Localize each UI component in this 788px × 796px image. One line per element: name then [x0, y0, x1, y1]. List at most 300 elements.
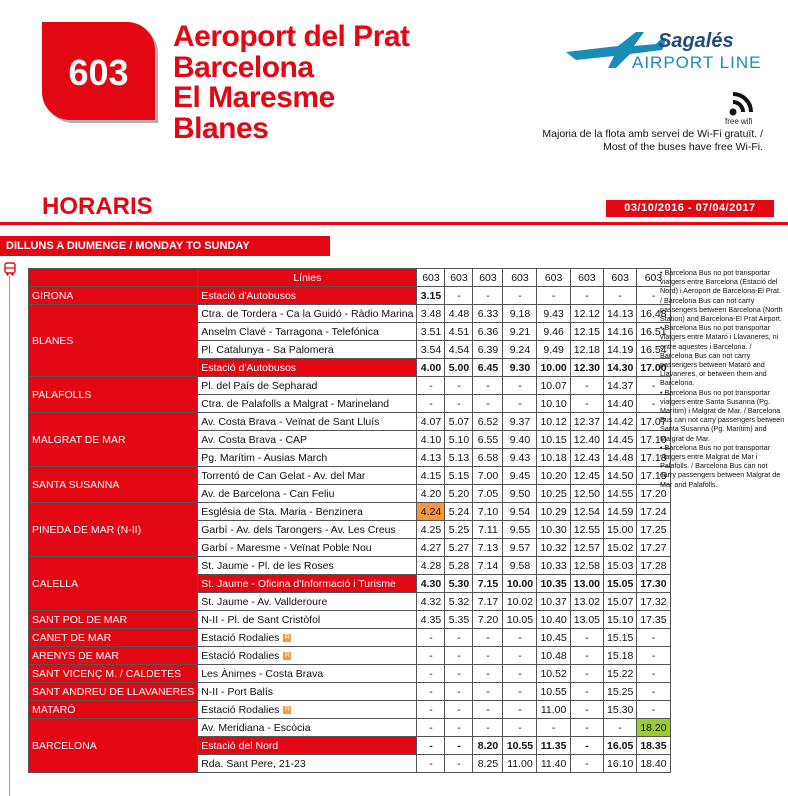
departure-time: 12.58	[570, 557, 603, 575]
stop-name	[198, 341, 417, 359]
departure-time: 17.25	[637, 521, 670, 539]
stop-label: St. Jaume - Oficina d'Informació i Turisme	[201, 577, 396, 590]
departure-time: 8.20	[473, 737, 503, 755]
stop-label: Torrentó de Can Gelat - Av. del Mar	[201, 469, 366, 482]
stop-label: St. Jaume - Pl. de les Roses	[201, 559, 334, 572]
departure-time: 10.20	[537, 467, 570, 485]
departure-time: 3.51	[417, 323, 445, 341]
departure-time: -	[417, 719, 445, 737]
departure-time: 6.55	[473, 431, 503, 449]
departure-time: 3.15	[417, 287, 445, 305]
departure-time: 9.24	[503, 341, 537, 359]
stop-label: N-II - Port Balís	[201, 685, 273, 698]
departure-time: -	[637, 665, 670, 683]
departure-time: -	[570, 755, 603, 773]
departure-time: 18.35	[637, 737, 670, 755]
departure-time: 4.30	[417, 575, 445, 593]
line-number-header: 603	[637, 269, 670, 287]
departure-time: -	[445, 647, 473, 665]
departure-time: 12.18	[570, 341, 603, 359]
departure-time: 9.40	[503, 431, 537, 449]
departure-time: 15.10	[604, 611, 637, 629]
departure-time: 17.20	[637, 485, 670, 503]
departure-time: 4.20	[417, 485, 445, 503]
table-row	[29, 305, 671, 323]
departure-time: 4.10	[417, 431, 445, 449]
stop-label: Estació Rodalies	[201, 631, 280, 644]
departure-time: 4.15	[417, 467, 445, 485]
table-row	[29, 647, 671, 665]
town-name: MALGRAT DE MAR	[29, 413, 198, 467]
departure-time: 14.50	[604, 467, 637, 485]
departure-time: 4.24	[417, 503, 445, 521]
stop-name	[198, 737, 417, 755]
stop-name	[198, 449, 417, 467]
departure-time: 14.37	[604, 377, 637, 395]
departure-time: -	[637, 377, 670, 395]
notes-panel	[660, 268, 785, 489]
stop-name	[198, 503, 417, 521]
line-number-header: 603	[445, 269, 473, 287]
departure-time: 15.07	[604, 593, 637, 611]
departure-time: 16.10	[604, 755, 637, 773]
line-number-header: 603	[537, 269, 570, 287]
departure-time: 10.29	[537, 503, 570, 521]
departure-time: 15.18	[604, 647, 637, 665]
departure-time: -	[417, 701, 445, 719]
departure-time: -	[417, 377, 445, 395]
departure-time: 15.00	[604, 521, 637, 539]
departure-time: 12.57	[570, 539, 603, 557]
departure-time: 10.00	[537, 359, 570, 377]
departure-time: 10.18	[537, 449, 570, 467]
departure-time: -	[473, 701, 503, 719]
departure-time: 16.51	[637, 323, 670, 341]
days-bar: DILLUNS A DIUMENGE / MONDAY TO SUNDAY	[0, 236, 330, 256]
departure-time: 14.59	[604, 503, 637, 521]
departure-time: 17.24	[637, 503, 670, 521]
departure-time: 7.13	[473, 539, 503, 557]
departure-time: 14.48	[604, 449, 637, 467]
departure-time: 5.35	[445, 611, 473, 629]
stop-name	[198, 467, 417, 485]
departure-time: 9.50	[503, 485, 537, 503]
departure-time: -	[473, 395, 503, 413]
departure-time: -	[503, 647, 537, 665]
departure-time: 17.32	[637, 593, 670, 611]
table-row	[29, 683, 671, 701]
departure-time: 4.07	[417, 413, 445, 431]
departure-time: 14.55	[604, 485, 637, 503]
departure-time: -	[637, 287, 670, 305]
departure-time: -	[417, 737, 445, 755]
departure-time: 5.27	[445, 539, 473, 557]
departure-time: 7.14	[473, 557, 503, 575]
table-row	[29, 557, 671, 575]
departure-time: 4.35	[417, 611, 445, 629]
stop-label: Av. Meridiana - Escòcia	[201, 721, 311, 734]
town-name: PALAFOLLS	[29, 377, 198, 413]
section-title: HORARIS	[42, 193, 153, 220]
line-number-header: 603	[473, 269, 503, 287]
town-name: ARENYS DE MAR	[29, 647, 198, 665]
stop-label: Estació Rodalies	[201, 649, 280, 662]
departure-time: -	[503, 629, 537, 647]
departure-time: 17.15	[637, 467, 670, 485]
departure-time: 7.00	[473, 467, 503, 485]
departure-time: 5.10	[445, 431, 473, 449]
stop-name	[198, 575, 417, 593]
divider	[0, 222, 788, 225]
departure-time: -	[417, 755, 445, 773]
departure-time: 12.12	[570, 305, 603, 323]
stop-label: Rda. Sant Pere, 21-23	[201, 757, 306, 770]
line-number-header: 603	[417, 269, 445, 287]
stop-label: Av. de Barcelona - Can Feliu	[201, 487, 335, 500]
stop-label: Garbí - Maresme - Veïnat Poble Nou	[201, 541, 372, 554]
departure-time: 10.25	[537, 485, 570, 503]
stop-label: St. Jaume - Av. Vallderoure	[201, 595, 328, 608]
wifi-note-ca: Majoria de la flota amb servei de Wi-Fi gratuït. /	[542, 128, 763, 140]
departure-time: -	[637, 647, 670, 665]
note-item: • Barcelona Bus no pot transportar viatgers entre Barcelona (Estació del Nord) i Aeroport de Barcelona-El Prat. / Barcelona Bus can not carry passengers between Barcelona (North Station) and Barcelona-El Prat Airport.	[660, 268, 783, 324]
departure-time: 10.07	[537, 377, 570, 395]
departure-time: 10.55	[503, 737, 537, 755]
departure-time: -	[473, 287, 503, 305]
stop-label: Estació del Nord	[201, 739, 279, 752]
departure-time: 10.37	[537, 593, 570, 611]
destination: Barcelona	[173, 50, 314, 84]
departure-time: -	[503, 377, 537, 395]
departure-time: 4.27	[417, 539, 445, 557]
stop-label: Av. Costa Brava - Veïnat de Sant Lluís	[201, 415, 380, 428]
departure-time: -	[445, 683, 473, 701]
stop-name	[198, 665, 417, 683]
departure-time: -	[570, 647, 603, 665]
stop-name	[198, 557, 417, 575]
route-badge	[42, 22, 155, 120]
table-row	[29, 611, 671, 629]
departure-time: 4.48	[445, 305, 473, 323]
stop-label: N-II - Pl. de Sant Cristòfol	[201, 613, 321, 626]
departure-time: 12.50	[570, 485, 603, 503]
departure-time: 17.13	[637, 449, 670, 467]
departure-time: -	[503, 701, 537, 719]
stop-name	[198, 755, 417, 773]
departure-time: -	[604, 287, 637, 305]
departure-time: -	[445, 287, 473, 305]
departure-time: 15.05	[604, 575, 637, 593]
wifi-label: free wifi	[725, 117, 753, 126]
departure-time: 14.30	[604, 359, 637, 377]
departure-time: 6.39	[473, 341, 503, 359]
departure-time: 14.19	[604, 341, 637, 359]
stop-name	[198, 395, 417, 413]
table-row	[29, 629, 671, 647]
note-item: • Barcelona Bus no pot transportar viatgers entre Mataró i Llavaneres, ni entre aquestes i Barcelona. / Barcelona Bus can not carry passengers between Mataró and Llavaneres, or between them and Barcelona.	[660, 323, 779, 388]
rodalies-train-icon: R	[284, 633, 290, 641]
departure-time: 15.02	[604, 539, 637, 557]
departure-time: 9.37	[503, 413, 537, 431]
stop-label: Ctra. de Palafolls a Malgrat - Marineland	[201, 397, 390, 410]
stop-name	[198, 287, 417, 305]
stop-label: Les Ànimes - Costa Brava	[201, 667, 324, 680]
stop-name	[198, 521, 417, 539]
table-row	[29, 665, 671, 683]
departure-time: -	[445, 737, 473, 755]
stop-label: Ctra. de Tordera - Ca la Guidó - Ràdio Marina	[201, 307, 414, 320]
departure-time: 14.42	[604, 413, 637, 431]
departure-time: 9.54	[503, 503, 537, 521]
departure-time: 9.57	[503, 539, 537, 557]
departure-time: 10.48	[537, 647, 570, 665]
departure-time: -	[473, 629, 503, 647]
table-row	[29, 377, 671, 395]
departure-time: -	[570, 719, 603, 737]
departure-time: -	[637, 629, 670, 647]
departure-time: 12.45	[570, 467, 603, 485]
destination: Blanes	[173, 111, 269, 145]
departure-time: -	[570, 395, 603, 413]
departure-time: 10.35	[537, 575, 570, 593]
departure-time: -	[570, 665, 603, 683]
header-blank	[29, 269, 198, 287]
departure-time: 14.13	[604, 305, 637, 323]
departure-time: -	[417, 665, 445, 683]
departure-time: 17.28	[637, 557, 670, 575]
town-name: SANT VICENÇ M. / CALDETES	[29, 665, 198, 683]
departure-time: 13.00	[570, 575, 603, 593]
departure-time: -	[445, 395, 473, 413]
departure-time: 11.35	[537, 737, 570, 755]
rodalies-train-icon: R	[284, 705, 290, 713]
departure-time: 4.32	[417, 593, 445, 611]
timetable	[28, 268, 671, 773]
departure-time: 5.25	[445, 521, 473, 539]
table-row	[29, 413, 671, 431]
departure-time: 7.10	[473, 503, 503, 521]
route-number: 603	[68, 52, 129, 93]
departure-time: -	[445, 665, 473, 683]
stop-name	[198, 539, 417, 557]
stop-label: Estació d'Autobusos	[201, 361, 297, 374]
departure-time: 4.28	[417, 557, 445, 575]
departure-time: 17.35	[637, 611, 670, 629]
town-name: CANET DE MAR	[29, 629, 198, 647]
departure-time: 18.20	[637, 719, 670, 737]
wifi-icon	[725, 86, 759, 120]
table-row	[29, 503, 671, 521]
departure-time: -	[637, 701, 670, 719]
departure-time: -	[537, 287, 570, 305]
table-row	[29, 701, 671, 719]
town-name: BARCELONA	[29, 719, 198, 773]
town-name: PINEDA DE MAR (N-II)	[29, 503, 198, 557]
stop-name	[198, 359, 417, 377]
departure-time: 17.07	[637, 413, 670, 431]
departure-time: 10.15	[537, 431, 570, 449]
stop-name	[198, 413, 417, 431]
departure-time: 3.54	[417, 341, 445, 359]
departure-time: 10.30	[537, 521, 570, 539]
table-row	[29, 287, 671, 305]
departure-time: -	[473, 683, 503, 701]
stop-name	[198, 611, 417, 629]
line-number-header: 603	[570, 269, 603, 287]
departure-time: 9.43	[537, 305, 570, 323]
departure-time: 5.15	[445, 467, 473, 485]
route-line	[9, 276, 10, 796]
departure-time: 5.28	[445, 557, 473, 575]
town-name: MATARÓ	[29, 701, 198, 719]
departure-time: 15.30	[604, 701, 637, 719]
departure-time: 10.12	[537, 413, 570, 431]
destination-list	[173, 22, 410, 144]
departure-time: 7.15	[473, 575, 503, 593]
departure-time: -	[445, 701, 473, 719]
departure-time: 13.05	[570, 611, 603, 629]
date-range: 03/10/2016 - 07/04/2017	[606, 200, 774, 217]
stop-label: Pl. del País de Sepharad	[201, 379, 318, 392]
departure-time: 6.45	[473, 359, 503, 377]
departure-time: 6.52	[473, 413, 503, 431]
departure-time: 4.00	[417, 359, 445, 377]
departure-time: 14.45	[604, 431, 637, 449]
departure-time: 12.55	[570, 521, 603, 539]
departure-time: -	[445, 755, 473, 773]
departure-time: 11.40	[537, 755, 570, 773]
stop-name	[198, 377, 417, 395]
stop-label: Estació Rodalies	[201, 703, 280, 716]
departure-time: -	[503, 287, 537, 305]
departure-time: 10.00	[503, 575, 537, 593]
town-name: SANT ANDREU DE LLAVANERES	[29, 683, 198, 701]
departure-time: -	[473, 377, 503, 395]
stop-name	[198, 719, 417, 737]
departure-time: -	[570, 701, 603, 719]
departure-time: 7.05	[473, 485, 503, 503]
departure-time: 9.49	[537, 341, 570, 359]
departure-time: 16.05	[604, 737, 637, 755]
departure-time: -	[417, 395, 445, 413]
departure-time: -	[570, 377, 603, 395]
destination: Aeroport del Prat	[173, 20, 410, 53]
departure-time: 3.48	[417, 305, 445, 323]
departure-time: 17.10	[637, 431, 670, 449]
departure-time: 14.16	[604, 323, 637, 341]
stop-name	[198, 485, 417, 503]
departure-time: 10.05	[503, 611, 537, 629]
departure-time: -	[570, 287, 603, 305]
departure-time: 17.00	[637, 359, 670, 377]
departure-time: -	[473, 719, 503, 737]
departure-time: 7.20	[473, 611, 503, 629]
departure-time: 9.18	[503, 305, 537, 323]
stop-name	[198, 593, 417, 611]
departure-time: 9.58	[503, 557, 537, 575]
departure-time: 14.40	[604, 395, 637, 413]
departure-time: 9.45	[503, 467, 537, 485]
town-name: CALELLA	[29, 557, 198, 611]
stop-name	[198, 629, 417, 647]
note-item: • Barcelona Bus no pot transportar viatgers entre Santa Susanna (Pg. Marítim) i Malgrat de Mar. / Barcelona Bus can not carry passengers between Santa Susanna (Pg. Marítim) and Malgrat de Mar.	[660, 387, 785, 443]
departure-time: 10.02	[503, 593, 537, 611]
departure-time: -	[637, 683, 670, 701]
departure-time: 6.33	[473, 305, 503, 323]
bus-icon	[4, 262, 16, 276]
departure-time: 5.00	[445, 359, 473, 377]
departure-time: 15.15	[604, 629, 637, 647]
wifi-note	[463, 128, 763, 154]
departure-time: 10.33	[537, 557, 570, 575]
destination: El Maresme	[173, 81, 335, 114]
departure-time: 10.10	[537, 395, 570, 413]
departure-time: 13.02	[570, 593, 603, 611]
stop-name	[198, 323, 417, 341]
departure-time: -	[570, 683, 603, 701]
departure-time: 11.00	[503, 755, 537, 773]
departure-time: 5.30	[445, 575, 473, 593]
town-name: SANT POL DE MAR	[29, 611, 198, 629]
departure-time: 9.21	[503, 323, 537, 341]
departure-time: 12.37	[570, 413, 603, 431]
departure-time: -	[445, 719, 473, 737]
departure-time: 12.15	[570, 323, 603, 341]
departure-time: 10.55	[537, 683, 570, 701]
departure-time: 5.24	[445, 503, 473, 521]
line-number-header: 603	[604, 269, 637, 287]
departure-time: 10.52	[537, 665, 570, 683]
departure-time: 4.25	[417, 521, 445, 539]
departure-time: -	[503, 395, 537, 413]
departure-time: -	[537, 719, 570, 737]
departure-time: 16.48	[637, 305, 670, 323]
departure-time: -	[473, 665, 503, 683]
rodalies-train-icon: R	[284, 651, 290, 659]
departure-time: 9.43	[503, 449, 537, 467]
departure-time: 16.54	[637, 341, 670, 359]
departure-time: 5.20	[445, 485, 473, 503]
departure-time: -	[570, 629, 603, 647]
departure-time: -	[417, 647, 445, 665]
departure-time: 7.11	[473, 521, 503, 539]
brand-name: Sagalés	[658, 30, 734, 52]
departure-time: 12.43	[570, 449, 603, 467]
departure-time: 15.22	[604, 665, 637, 683]
departure-time: -	[503, 683, 537, 701]
departure-time: 10.32	[537, 539, 570, 557]
departure-time: 8.25	[473, 755, 503, 773]
departure-time: -	[473, 647, 503, 665]
departure-time: -	[604, 719, 637, 737]
departure-time: 4.54	[445, 341, 473, 359]
departure-time: 18.40	[637, 755, 670, 773]
departure-time: -	[570, 737, 603, 755]
town-name: GIRONA	[29, 287, 198, 305]
stop-label: Pl. Catalunya - Sa Palomera	[201, 343, 334, 356]
stop-label: Anselm Clavé - Tarragona - Telefónica	[201, 325, 379, 338]
departure-time: -	[445, 629, 473, 647]
departure-time: 10.40	[537, 611, 570, 629]
departure-time: -	[445, 377, 473, 395]
lines-header: Línies	[198, 269, 417, 287]
departure-time: 12.40	[570, 431, 603, 449]
departure-time: 4.13	[417, 449, 445, 467]
departure-time: 15.25	[604, 683, 637, 701]
departure-time: 17.30	[637, 575, 670, 593]
departure-time: 5.07	[445, 413, 473, 431]
stop-label: Pg. Marítim - Ausias March	[201, 451, 328, 464]
